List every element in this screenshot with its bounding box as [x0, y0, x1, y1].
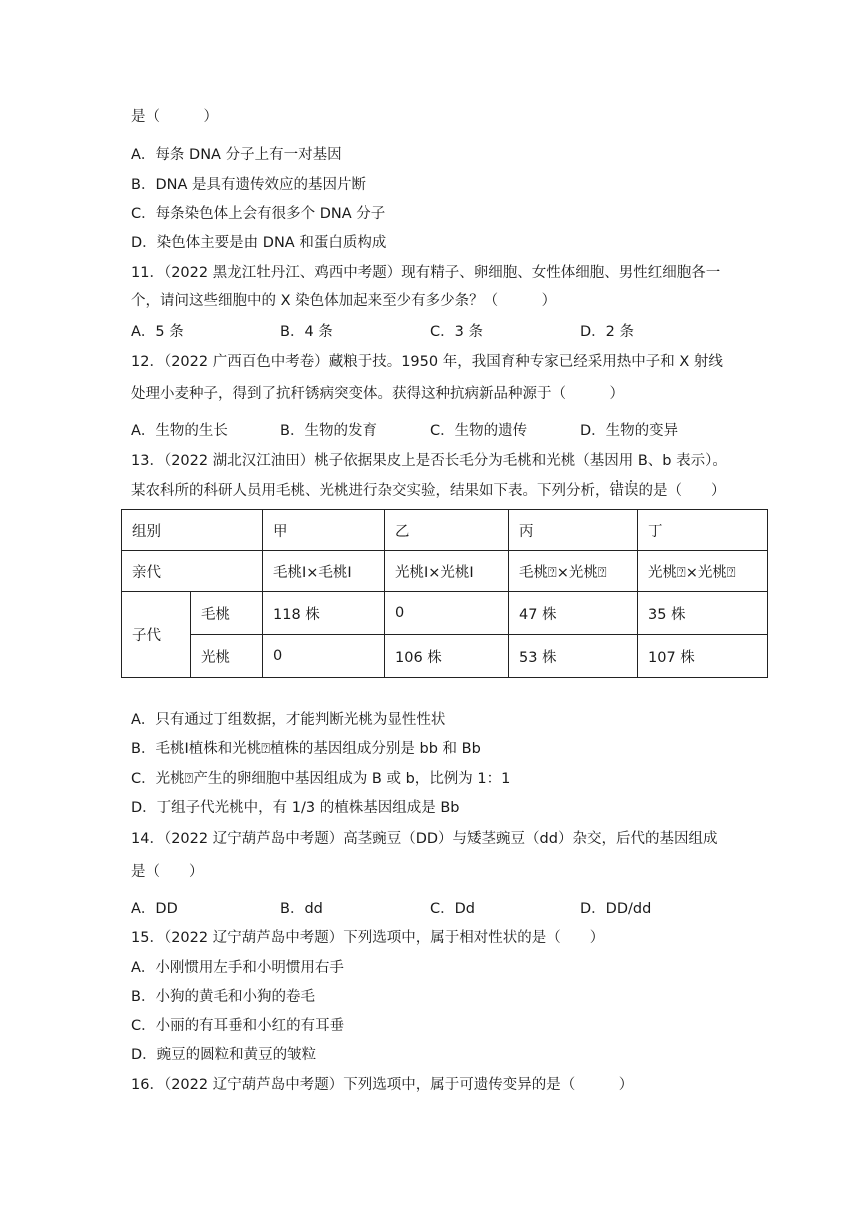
q14-option-c: C．Dd — [430, 901, 475, 917]
q12-stem-line1: 12．（2022 广西百色中考卷）藏粮于技。1950 年，我国育种专家已经采用热中子和 X 射线 — [131, 354, 723, 370]
q15-option-d: D．豌豆的圆粒和黄豆的皱粒 — [131, 1047, 317, 1063]
table-header-bing: 丙 — [509, 510, 638, 551]
q15-stem: 15．（2022 辽宁葫芦岛中考题）下列选项中，属于相对性状的是（ ） — [131, 930, 605, 946]
q11-option-b: B．4 条 — [280, 324, 333, 340]
q15-option-a: A．小刚惯用左手和小明惯用右手 — [131, 960, 344, 976]
table-cell: 118 株 — [263, 592, 385, 635]
q10-option-b: B．DNA 是具有遗传效应的基因片断 — [131, 177, 366, 193]
q11-option-d: D．2 条 — [580, 324, 634, 340]
q14-option-d: D．DD/dd — [580, 901, 652, 917]
table-header-yi: 乙 — [385, 510, 509, 551]
table-header-row — [122, 510, 768, 551]
table-cell: 毛桃 — [191, 592, 263, 635]
table-cell: 47 株 — [509, 592, 638, 635]
q10-option-c: C．每条染色体上会有很多个 DNA 分子 — [131, 206, 386, 222]
table-cell: 107 株 — [638, 635, 768, 678]
q13-option-d: D．丁组子代光桃中，有 1/3 的植株基因组成是 Bb — [131, 800, 460, 816]
q13-stem-line2-post: 的是（ ） — [638, 483, 726, 499]
table-cell-offspring-label: 子代 — [122, 592, 191, 678]
q14-stem-line1: 14．（2022 辽宁葫芦岛中考题）高茎豌豆（DD）与矮茎豌豆（dd）杂交，后代的基因组成 — [131, 831, 718, 847]
table-row-parents — [122, 551, 768, 592]
q15-option-c: C．小丽的有耳垂和小红的有耳垂 — [131, 1018, 345, 1034]
q11-stem-line2: 个，请问这些细胞中的 X 染色体加起来至少有多少条？（ ） — [131, 293, 557, 309]
q13-option-a: A．只有通过丁组数据，才能判断光桃为显性性状 — [131, 712, 446, 728]
q12-option-c: C．生物的遗传 — [430, 423, 528, 439]
q14-option-b: B．dd — [280, 901, 323, 917]
table-header-ding: 丁 — [638, 510, 768, 551]
q13-emphasis-char-1: 错 — [609, 483, 624, 499]
q13-stem-line1: 13．（2022 湖北汉江油田）桃子依据果皮上是否长毛分为毛桃和光桃（基因用 B、b 表示）。 — [131, 453, 727, 469]
table-cell: 35 株 — [638, 592, 768, 635]
table-cell: 0 — [263, 635, 385, 678]
q13-option-b: B．毛桃Ⅰ植株和光桃⍰植株的基因组成分别是 bb 和 Bb — [131, 741, 481, 757]
q13-emphasis-char-2: 误 — [624, 483, 639, 499]
q11-option-a: A．5 条 — [131, 324, 184, 340]
q15-option-b: B．小狗的黄毛和小狗的卷毛 — [131, 989, 315, 1005]
table-header-group: 组别 — [122, 510, 263, 551]
table-cell: 光桃⍰×光桃⍰ — [638, 551, 768, 592]
q12-option-a: A．生物的生长 — [131, 423, 228, 439]
table-cell: 毛桃Ⅰ×毛桃Ⅰ — [263, 551, 385, 592]
table-cell: 毛桃⍰×光桃⍰ — [509, 551, 638, 592]
table-cell: 光桃 — [191, 635, 263, 678]
q16-stem: 16．（2022 辽宁葫芦岛中考题）下列选项中，属于可遗传变异的是（ ） — [131, 1077, 634, 1093]
table-cell: 亲代 — [122, 551, 263, 592]
q11-option-c: C．3 条 — [430, 324, 483, 340]
q14-stem-line2: 是（ ） — [131, 864, 204, 880]
table-cell: 53 株 — [509, 635, 638, 678]
table-row-offspring-hairy — [122, 592, 768, 635]
table-cell: 0 — [385, 592, 509, 635]
q13-stem-line2 — [131, 481, 726, 501]
q11-stem-line1: 11．（2022 黑龙江牡丹江、鸡西中考题）现有精子、卵细胞、女性体细胞、男性红细胞各一 — [131, 265, 721, 281]
q10-option-d: D．染色体主要是由 DNA 和蛋白质构成 — [131, 235, 387, 251]
q12-option-d: D．生物的变异 — [580, 423, 679, 439]
q10-option-a: A．每条 DNA 分子上有一对基因 — [131, 147, 342, 163]
q10-stem-tail: 是（ ） — [131, 109, 218, 125]
q13-stem-line2-pre: 某农科所的科研人员用毛桃、光桃进行杂交实验，结果如下表。下列分析， — [131, 483, 610, 499]
table-cell: 光桃Ⅰ×光桃Ⅰ — [385, 551, 509, 592]
table-row-offspring-smooth — [122, 635, 768, 678]
q13-option-c: C．光桃⍰产生的卵细胞中基因组成为 B 或 b，比例为 1：1 — [131, 771, 511, 787]
q14-option-a: A．DD — [131, 901, 178, 917]
table-cell: 106 株 — [385, 635, 509, 678]
q12-option-b: B．生物的发育 — [280, 423, 377, 439]
table-header-jia: 甲 — [263, 510, 385, 551]
cross-results-table — [121, 509, 768, 678]
q12-stem-line2: 处理小麦种子，得到了抗秆锈病突变体。获得这种抗病新品种源于（ ） — [131, 386, 624, 402]
